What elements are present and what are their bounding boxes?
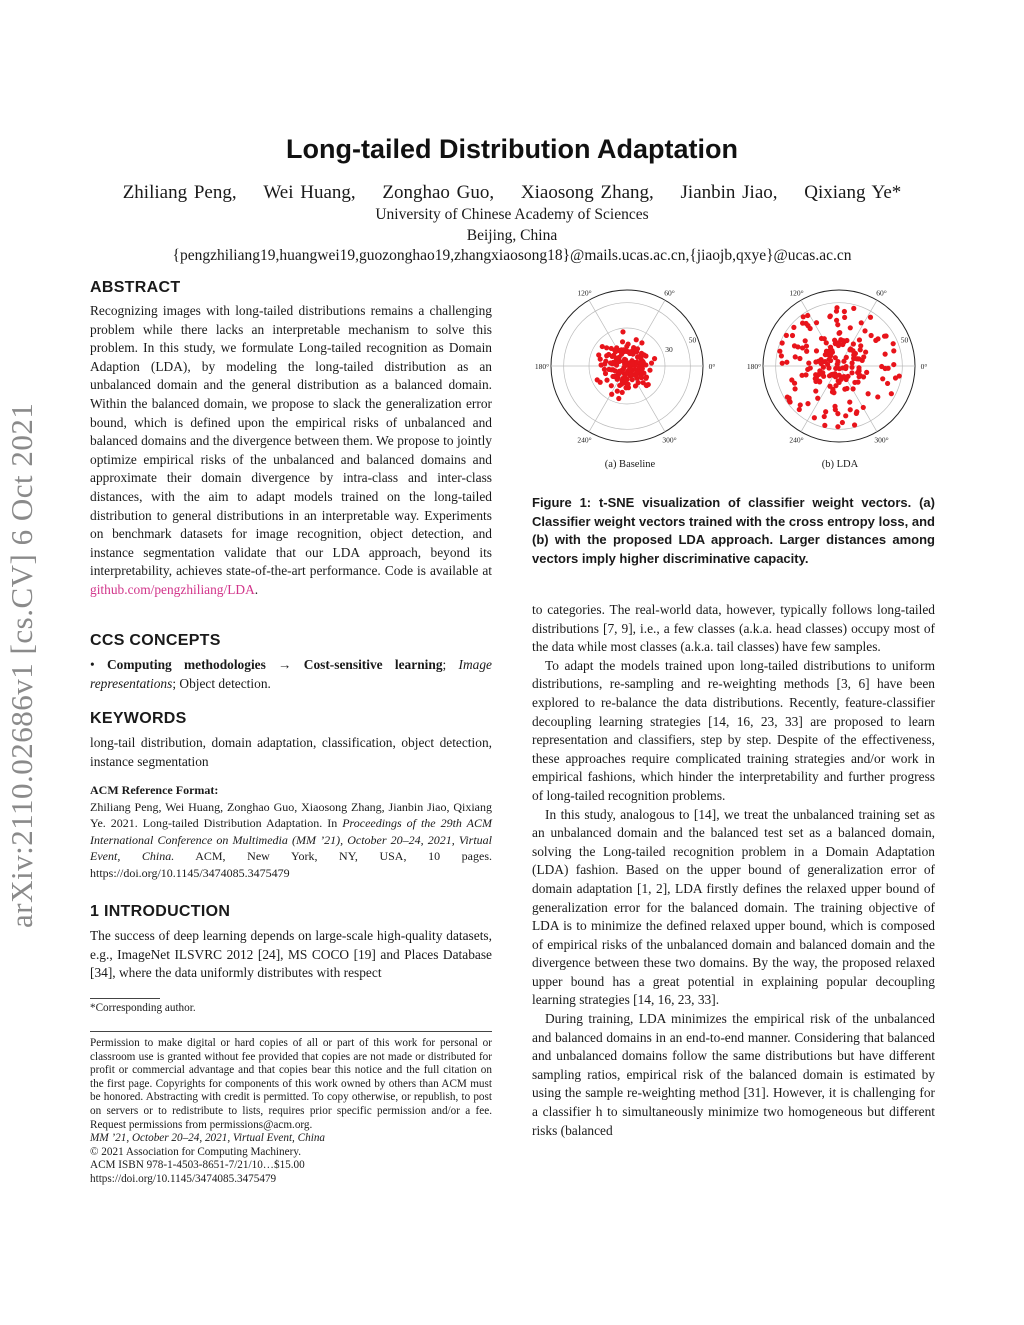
scatter-point [640, 366, 645, 371]
scatter-point [834, 318, 839, 323]
polar-angle-label: 300° [662, 435, 677, 445]
acm-reference [90, 782, 492, 881]
scatter-point [843, 413, 848, 418]
scatter-point [839, 377, 844, 382]
scatter-point [622, 362, 627, 367]
scatter-point [649, 360, 654, 365]
scatter-point [620, 329, 625, 334]
scatter-point [857, 337, 862, 342]
scatter-point [799, 373, 804, 378]
scatter-point [636, 380, 641, 385]
abstract-end: . [254, 581, 259, 597]
scatter-point [616, 396, 621, 401]
affiliation: University of Chinese Academy of Sciences [375, 206, 649, 223]
emails: {pengzhiliang19,huangwei19,guozonghao19,zhangxiaosong18}@mails.ucas.ac.cn,{jiaojb,qxye}@ucas.ac.cn [172, 247, 852, 264]
scatter-point [625, 341, 630, 346]
polar-angle-label: 300° [874, 435, 889, 445]
permission-text: Permission to make digital or hard copies of all or part of this work for personal or classroom use is granted without fee provided that copies are not made or distributed for profit or commercial advantage and that copies bear this notice and the full citation on the first page. Copyrights for components of this work owned by others than ACM must be honored. Abstracting with credit is permitted. To copy otherwise, or republish, to post on servers or to redistribute to lists, requires prior specific permission and/or a fee. Request permissions from permissions@acm.org. [90, 1037, 492, 1131]
polar-angle-label: 0° [708, 362, 716, 371]
scatter-point [869, 333, 874, 338]
author-name: Zonghao Guo, [382, 182, 495, 203]
scatter-point [604, 378, 609, 383]
figure-1 [525, 280, 945, 480]
scatter-point [833, 355, 838, 360]
scatter-point [644, 383, 649, 388]
scatter-point [812, 415, 817, 420]
scatter-point [630, 377, 635, 382]
subcaption-a: (a) Baseline [604, 459, 656, 470]
scatter-point [611, 360, 616, 365]
scatter-point [797, 356, 802, 361]
scatter-point [613, 368, 618, 373]
scatter-point [885, 381, 890, 386]
introduction-left [90, 903, 492, 983]
scatter-point [623, 347, 628, 352]
footnote-text: *Corresponding author. [90, 1002, 196, 1014]
ccs-bullet: • [90, 657, 95, 672]
scatter-point [830, 372, 835, 377]
scatter-point [844, 355, 849, 360]
scatter-point [814, 320, 819, 325]
scatter-point [864, 370, 869, 375]
polar-radial-label: 50 [688, 335, 697, 345]
permission-rule [90, 1031, 492, 1032]
author-name: Zhiliang Peng, [122, 182, 237, 203]
scatter-point [635, 376, 640, 381]
scatter-point [602, 361, 607, 366]
author-name: Wei Huang, [263, 182, 356, 203]
author-name: Xiaosong Zhang, [520, 182, 654, 203]
scatter-point [789, 377, 794, 382]
scatter-point [868, 315, 873, 320]
author-name: Qixiang Ye* [804, 182, 902, 203]
keywords-section [90, 710, 492, 771]
scatter-point [624, 371, 629, 376]
scatter-point [842, 315, 847, 320]
scatter-point [875, 394, 880, 399]
scatter-point [609, 383, 614, 388]
scatter-point [785, 394, 790, 399]
polar-angle-label: 240° [577, 435, 592, 445]
scatter-point [617, 383, 622, 388]
acm-ref-venue: Proceedings of the 29th ACM International Conference on Multimedia (MM ’21), October 20–24, 2021, Virtual Event, China. [90, 816, 492, 864]
scatter-point [863, 349, 868, 354]
polar-angle-label: 0° [920, 362, 928, 371]
scatter-point [805, 313, 810, 318]
scatter-point [834, 309, 839, 314]
scatter-point [639, 340, 644, 345]
doi-line: https://doi.org/10.1145/3474085.3475479 [90, 1172, 277, 1185]
author-name: Jianbin Jiao, [680, 182, 778, 203]
scatter-point [826, 365, 831, 370]
scatter-point [815, 396, 820, 401]
scatter-point [606, 367, 611, 372]
acm-ref-text [90, 799, 492, 882]
abstract-heading: ABSTRACT [90, 279, 181, 296]
intro-para-1: to categories. The real-world data, however, typically follows long-tailed distributions [7, 9], i.e., a few classes (a.k.a. head classes) occupy most of the data while most classes (a.k.a. tail classes) have few samples. [532, 602, 935, 655]
scatter-point [797, 407, 802, 412]
scatter-point [795, 344, 800, 349]
intro-text-left: The success of deep learning depends on large-scale high-quality datasets, e.g., ImageNet ILSVRC 2012 [24], MS COCO [19] and Places Database [34], where the data uniformly distributes with respect [90, 928, 492, 981]
scatter-point [627, 366, 632, 371]
scatter-point [837, 330, 842, 335]
scatter-point [801, 314, 806, 319]
scatter-point [604, 345, 609, 350]
scatter-point [832, 338, 837, 343]
scatter-point [634, 337, 639, 342]
scatter-point [808, 365, 813, 370]
scatter-point [836, 343, 841, 348]
scatter-point [882, 334, 887, 339]
scatter-point [634, 370, 639, 375]
scatter-point [886, 366, 891, 371]
scatter-point [803, 338, 808, 343]
scatter-point [822, 414, 827, 419]
keywords-heading: KEYWORDS [90, 710, 187, 727]
footnote-rule [90, 998, 160, 999]
scatter-point [777, 349, 782, 354]
acm-ref-heading: ACM Reference Format: [90, 783, 219, 797]
figure-caption [532, 494, 935, 568]
scatter-point [835, 424, 840, 429]
scatter-point [647, 368, 652, 373]
scatter-point [850, 348, 855, 353]
arxiv-stamp: arXiv:2110.02686v1 [cs.CV] 6 Oct 2021 [4, 402, 39, 928]
scatter-point [779, 353, 784, 358]
scatter-point [643, 376, 648, 381]
ccs-sep: ; [442, 657, 459, 672]
scatter-point [862, 328, 867, 333]
conference-line: MM ’21, October 20–24, 2021, Virtual Event, China [90, 1132, 326, 1145]
scatter-point [806, 360, 811, 365]
scatter-point [817, 379, 822, 384]
scatter-point [854, 409, 859, 414]
scatter-point [780, 361, 785, 366]
scatter-point [859, 320, 864, 325]
scatter-point [833, 383, 838, 388]
polar-angle-label: 120° [577, 288, 592, 298]
scatter-point [893, 375, 898, 380]
scatter-point [813, 388, 818, 393]
scatter-point [595, 377, 600, 382]
ccs-text [90, 656, 492, 693]
acm-ref-part1: Zhiliang Peng, Wei Huang, Zonghao Guo, Xiaosong Zhang, Jianbin Jiao, Qixiang Ye. 2021. Long-tailed Distribution Adaptation. In [90, 799, 492, 831]
scatter-point [625, 382, 630, 387]
scatter-point [629, 373, 634, 378]
scatter-point [861, 354, 866, 359]
abstract-body: Recognizing images with long-tailed distributions remains a challenging problem while there lacks an interpretable mechanism to solve this problem. In this study, we formulate Long-tailed recognition as Domain Adaption (LDA), by modeling the long-tailed distribution as an unbalanced domain and the general distribution as a balanced domain. Within the balanced domain, we propose to slack the generalization error bound, which is defined upon the empirical risks of unbalanced and balanced domains and the divergence between them. We propose to jointly optimize empirical risks of the unbalanced and balanced domains and approximate their domain divergence by intra-class and inter-class distances, with the aim to adapt models trained on the long-tailed distribution to general distributions in an interpretable way. Experiments on benchmark datasets for image recognition, object detection, and instance segmentation validate that our LDA approach, beyond its interpretability, achieves state-of-the-art performance. Code is available at [90, 303, 492, 579]
scatter-point [829, 348, 834, 353]
scatter-point [850, 386, 855, 391]
scatter-point [821, 374, 826, 379]
intro-para-4: During training, LDA minimizes the empirical risk of the unbalanced and balanced domains in an end-to-end manner. Considering that balanced and unbalanced domains follow the same distributions but have different sampling ratios, empirical risk of the balanced domain is estimated by using the sample re-weighting method [31]. However, it is challenging for a classifier h to simultaneously minimize two homogeneous but different risks (balanced [532, 1011, 935, 1138]
scatter-point [793, 354, 798, 359]
scatter-point [861, 405, 866, 410]
polar-angle-label: 120° [789, 288, 804, 298]
ccs-section [90, 632, 492, 693]
scatter-point [787, 399, 792, 404]
location: Beijing, China [466, 227, 558, 244]
intro-para-3: In this study, analogous to [14], we treat the unbalanced training set as an unbalanced domain and the balanced test set as a balanced domain, solving the Long-tailed recognition problem in a Domain Adaptation (LDA) fashion. Based on the upper bound of generalization error of domain adaptation [1, 2], LDA firstly defines the relaxed upper bound of generalization error for the balanced domain. The training objective of LDA is to minimize the defined relaxed upper bound, which is composed of empirical risks of the unbalanced domain and balanced domain and the divergence between these two domains. By the way, the proposed relaxed upper bound has a great potential in explaining popular decoupling learning strategies [14, 16, 23, 33]. [532, 806, 935, 1008]
ccs-heading: CCS CONCEPTS [90, 632, 221, 649]
scatter-point [861, 374, 866, 379]
scatter-point [843, 365, 848, 370]
scatter-point [835, 362, 840, 367]
scatter-point [840, 420, 845, 425]
copyright-line: © 2021 Association for Computing Machinery. [90, 1145, 301, 1158]
scatter-point [791, 325, 796, 330]
scatter-point [612, 347, 617, 352]
scatter-point [813, 359, 818, 364]
scatter-point [847, 399, 852, 404]
scatter-point [823, 409, 828, 414]
scatter-point [827, 314, 832, 319]
scatter-point [819, 361, 824, 366]
scatter-point [813, 372, 818, 377]
scatter-point [780, 340, 785, 345]
author-list [0, 182, 1024, 204]
scatter-point [800, 321, 805, 326]
scatter-point [891, 341, 896, 346]
introduction-right [532, 601, 935, 1140]
polar-radial-label: 30 [665, 344, 673, 354]
code-link[interactable]: github.com/pengzhiliang/LDA [90, 581, 255, 597]
scatter-point [798, 402, 803, 407]
scatter-point [851, 306, 856, 311]
polar-angle-label: 180° [746, 362, 762, 371]
polar-angle-label: 60° [664, 288, 675, 298]
scatter-point [790, 333, 795, 338]
scatter-point [822, 336, 827, 341]
isbn-line: ACM ISBN 978-1-4503-8651-7/21/10…$15.00 [90, 1159, 305, 1172]
scatter-point [889, 391, 894, 396]
scatter-point [638, 356, 643, 361]
scatter-point [851, 341, 856, 346]
permission-block [90, 1037, 492, 1187]
scatter-point [852, 356, 857, 361]
scatter-point [832, 404, 837, 409]
scatter-point [849, 370, 854, 375]
scatter-point [830, 389, 835, 394]
scatter-point [866, 391, 871, 396]
scatter-point [602, 367, 607, 372]
scatter-point [842, 309, 847, 314]
scatter-point [844, 386, 849, 391]
scatter-point [822, 423, 827, 428]
scatter-point [873, 338, 878, 343]
scatter-point [891, 362, 896, 367]
scatter-point [858, 347, 863, 352]
scatter-point [814, 348, 819, 353]
scatter-point [852, 422, 857, 427]
scatter-point [883, 352, 888, 357]
scatter-point [880, 376, 885, 381]
ccs-bold: Computing methodologies → Cost-sensitive learning [106, 657, 443, 672]
scatter-point [784, 333, 789, 338]
figure-caption-text: Figure 1: t-SNE visualization of classifier weight vectors. (a) Classifier weight vectors trained with the cross entropy loss, and (b) with the proposed LDA approach. Larger distances among vectors imply higher discriminative capacity. [532, 495, 935, 566]
polar-angle-label: 240° [789, 435, 804, 445]
intro-heading: 1 INTRODUCTION [90, 903, 231, 920]
scatter-point [615, 377, 620, 382]
keywords-text: long-tail distribution, domain adaptation, classification, object detection, instance segmentation [90, 735, 492, 769]
scatter-point [835, 322, 840, 327]
footnote [90, 1002, 492, 1016]
scatter-point [841, 339, 846, 344]
polar-radial-label: 50 [900, 335, 909, 345]
scatter-point [620, 390, 625, 395]
scatter-point [606, 352, 611, 357]
scatter-point [792, 386, 797, 391]
scatter-point [891, 348, 896, 353]
scatter-point [850, 360, 855, 365]
scatter-point [804, 349, 809, 354]
scatter-point [630, 351, 635, 356]
ccs-italic: Image representations [90, 657, 492, 691]
scatter-point [848, 325, 853, 330]
scatter-point [852, 380, 857, 385]
abstract-text [90, 302, 492, 600]
scatter-point [784, 360, 789, 365]
abstract-section [90, 279, 492, 600]
scatter-point [615, 389, 620, 394]
subcaption-b: (b) LDA [821, 459, 859, 470]
scatter-point [630, 361, 635, 366]
scatter-point [856, 365, 861, 370]
scatter-point [837, 366, 842, 371]
paper-title: Long-tailed Distribution Adaptation [286, 134, 738, 164]
scatter-point [805, 401, 810, 406]
scatter-point [804, 343, 809, 348]
polar-angle-label: 180° [534, 362, 550, 371]
scatter-point [622, 377, 627, 382]
scatter-point [848, 407, 853, 412]
scatter-point [596, 352, 601, 357]
polar-angle-label: 60° [876, 288, 887, 298]
scatter-point [652, 356, 657, 361]
intro-para-2: To adapt the models trained upon long-tailed distributions to uniform distributions, re-sampling and re-weighting methods [3, 6] have been explored to re-balance the data distributions. Recently, feature-classifier decoupling learning strategies [14, 16, 23, 33] are proposed to learn representation and classifiers, step by step. Despite of the effectiveness, these approaches require complicated training strategies and/or work in empirical fashions, which hinder the interpretability and further progress of long-tailed recognition problems. [532, 657, 935, 803]
scatter-point [827, 384, 832, 389]
scatter-point [609, 392, 614, 397]
scatter-point [620, 339, 625, 344]
ccs-rest: ; Object detection. [172, 675, 271, 691]
acm-ref-part2: ACM, New York, NY, USA, 10 pages. https://doi.org/10.1145/3474085.3475479 [90, 849, 492, 880]
